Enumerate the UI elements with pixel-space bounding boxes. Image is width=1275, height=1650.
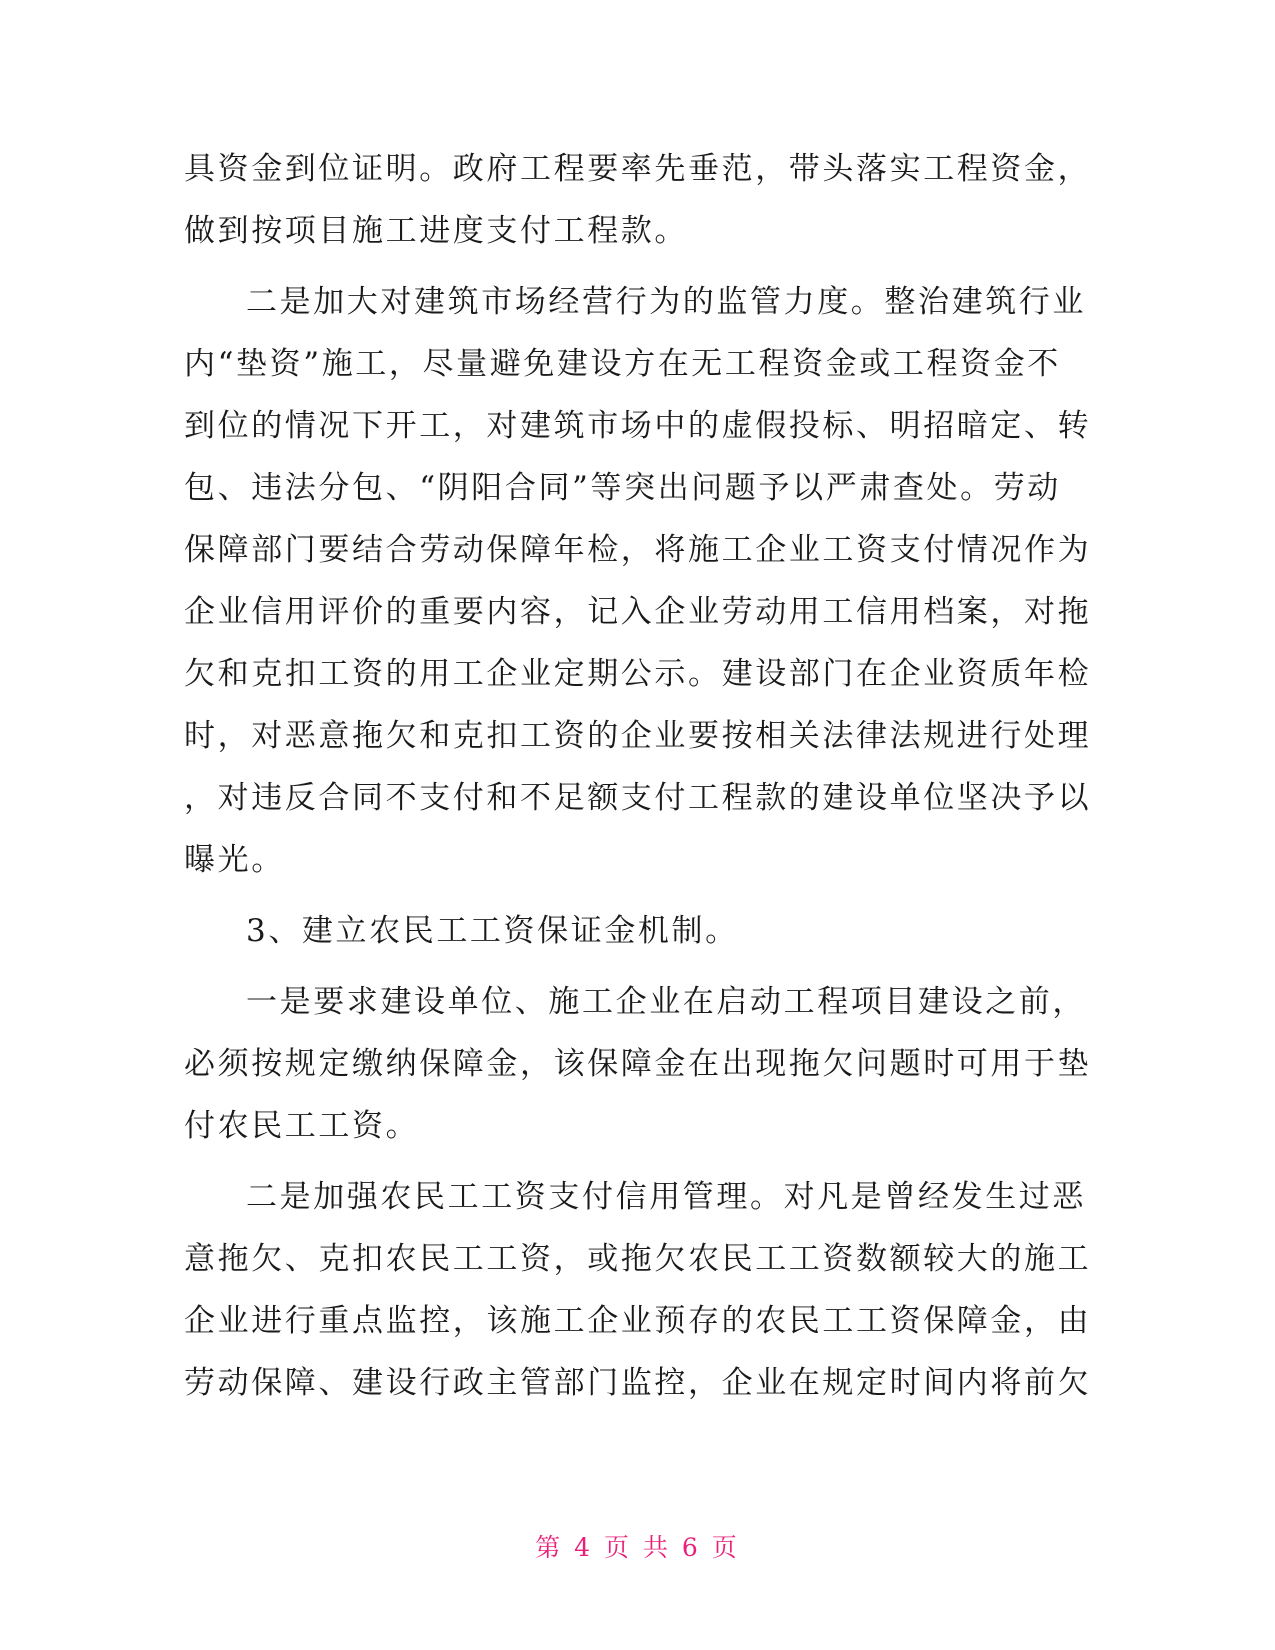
paragraph-start-line: 一是要求建设单位、施工企业在启动工程项目建设之前， [246,984,1086,1020]
text-line: 具资金到位证明。政府工程要率先垂范，带头落实工程资金， [184,151,1092,187]
text-line: 保障部门要结合劳动保障年检，将施工企业工资支付情况作为 [184,532,1092,568]
text-line: 到位的情况下开工，对建筑市场中的虚假投标、明招暗定、转 [184,408,1092,444]
text-line: 付农民工工资。 [184,1108,420,1144]
section-heading: 3、建立农民工工资保证金机制。 [246,913,739,949]
paragraph-start-line: 二是加强农民工工资支付信用管理。对凡是曾经发生过恶 [246,1179,1086,1215]
text-line: 劳动保障、建设行政主管部门监控，企业在规定时间内将前欠 [184,1365,1092,1401]
text-line: 必须按规定缴纳保障金，该保障金在出现拖欠问题时可用于垫 [184,1046,1092,1082]
text-line: 时，对恶意拖欠和克扣工资的企业要按相关法律法规进行处理 [184,718,1092,754]
text-line: 欠和克扣工资的用工企业定期公示。建设部门在企业资质年检 [184,656,1092,692]
page-number-footer: 第 4 页 共 6 页 [535,1533,740,1562]
text-line: 企业进行重点监控，该施工企业预存的农民工工资保障金，由 [184,1303,1092,1339]
text-line: 包、违法分包、“阴阳合同”等突出问题予以严肃查处。劳动 [184,470,1061,506]
text-line: 意拖欠、克扣农民工工资，或拖欠农民工工资数额较大的施工 [184,1241,1092,1277]
paragraph-start-line: 二是加大对建筑市场经营行为的监管力度。整治建筑行业 [246,284,1086,320]
text-line: 内“垫资”施工，尽量避免建设方在无工程资金或工程资金不 [184,346,1061,382]
text-line: ，对违反合同不支付和不足额支付工程款的建设单位坚决予以 [184,780,1092,816]
text-line: 企业信用评价的重要内容，记入企业劳动用工信用档案，对拖 [184,594,1092,630]
text-line: 曝光。 [184,842,285,878]
document-body [184,138,1092,1414]
text-line: 做到按项目施工进度支付工程款。 [184,213,688,249]
